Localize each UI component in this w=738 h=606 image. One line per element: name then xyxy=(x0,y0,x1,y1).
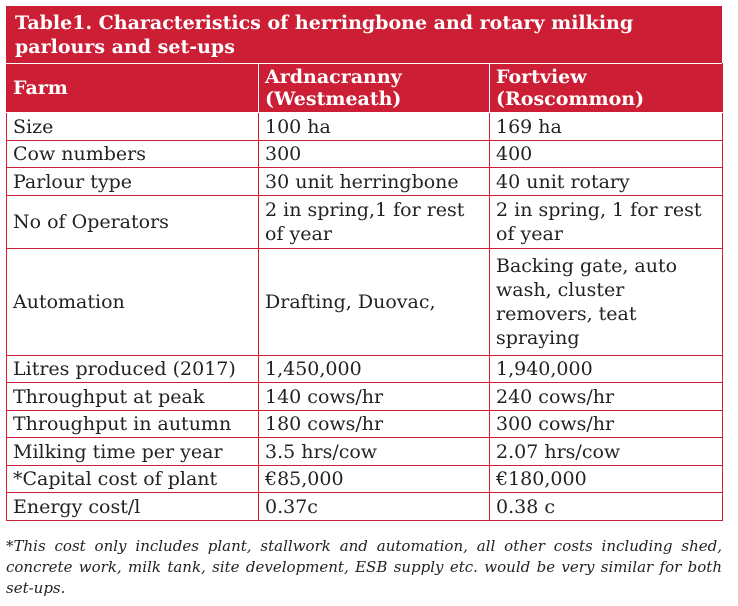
row-label: No of Operators xyxy=(7,196,259,249)
cell-ardnacranny: 2 in spring,1 for rest of year xyxy=(259,196,490,249)
row-label: Parlour type xyxy=(7,168,259,196)
cell-fortview: €180,000 xyxy=(490,466,723,493)
cell-fortview: 40 unit rotary xyxy=(490,168,723,196)
cell-ardnacranny: 30 unit herringbone xyxy=(259,168,490,196)
table-container xyxy=(6,6,722,521)
row-label: Size xyxy=(7,113,259,141)
row-label: Litres produced (2017) xyxy=(7,356,259,383)
cell-ardnacranny: €85,000 xyxy=(259,466,490,493)
cell-fortview: 0.38 c xyxy=(490,493,723,521)
header-ardnacranny xyxy=(259,64,490,113)
cell-ardnacranny: Drafting, Duovac, xyxy=(259,249,490,356)
header-fortview-name: Fortview xyxy=(496,66,587,88)
table-row xyxy=(7,438,723,466)
table-row xyxy=(7,411,723,438)
row-label: Milking time per year xyxy=(7,438,259,466)
characteristics-table xyxy=(6,63,723,521)
header-farm: Farm xyxy=(7,64,259,113)
table-row xyxy=(7,113,723,141)
footnote: *This cost only includes plant, stallwork and automation, all other costs including shed, concrete work, milk tank, site development, ESB supply etc. would be very similar for both set-ups. xyxy=(6,537,722,597)
header-ardnacranny-name: Ardnacranny xyxy=(265,66,402,88)
table-row xyxy=(7,383,723,411)
cell-fortview: 2 in spring, 1 for rest of year xyxy=(490,196,723,249)
cell-ardnacranny: 3.5 hrs/cow xyxy=(259,438,490,466)
header-fortview xyxy=(490,64,723,113)
row-label: Energy cost/l xyxy=(7,493,259,521)
table-title: Table1. Characteristics of herringbone and rotary milking parlours and set-ups xyxy=(6,6,722,63)
table-row xyxy=(7,168,723,196)
table-row xyxy=(7,466,723,493)
cell-ardnacranny: 140 cows/hr xyxy=(259,383,490,411)
header-fortview-county: (Roscommon) xyxy=(496,88,645,110)
header-ardnacranny-county: (Westmeath) xyxy=(265,88,402,110)
cell-ardnacranny: 1,450,000 xyxy=(259,356,490,383)
cell-fortview: 169 ha xyxy=(490,113,723,141)
cell-ardnacranny: 0.37c xyxy=(259,493,490,521)
cell-fortview: 240 cows/hr xyxy=(490,383,723,411)
cell-fortview: 300 cows/hr xyxy=(490,411,723,438)
cell-fortview: 2.07 hrs/cow xyxy=(490,438,723,466)
cell-ardnacranny: 300 xyxy=(259,141,490,168)
row-label: Cow numbers xyxy=(7,141,259,168)
cell-ardnacranny: 100 ha xyxy=(259,113,490,141)
cell-ardnacranny: 180 cows/hr xyxy=(259,411,490,438)
header-row xyxy=(7,64,723,113)
cell-fortview: 1,940,000 xyxy=(490,356,723,383)
table-row xyxy=(7,493,723,521)
row-label: Throughput at peak xyxy=(7,383,259,411)
cell-fortview: 400 xyxy=(490,141,723,168)
table-row xyxy=(7,141,723,168)
row-label: *Capital cost of plant xyxy=(7,466,259,493)
row-label: Automation xyxy=(7,249,259,356)
table-row xyxy=(7,249,723,356)
cell-fortview: Backing gate, auto wash, cluster removers, teat spraying xyxy=(490,249,723,356)
table-row xyxy=(7,356,723,383)
row-label: Throughput in autumn xyxy=(7,411,259,438)
table-row xyxy=(7,196,723,249)
